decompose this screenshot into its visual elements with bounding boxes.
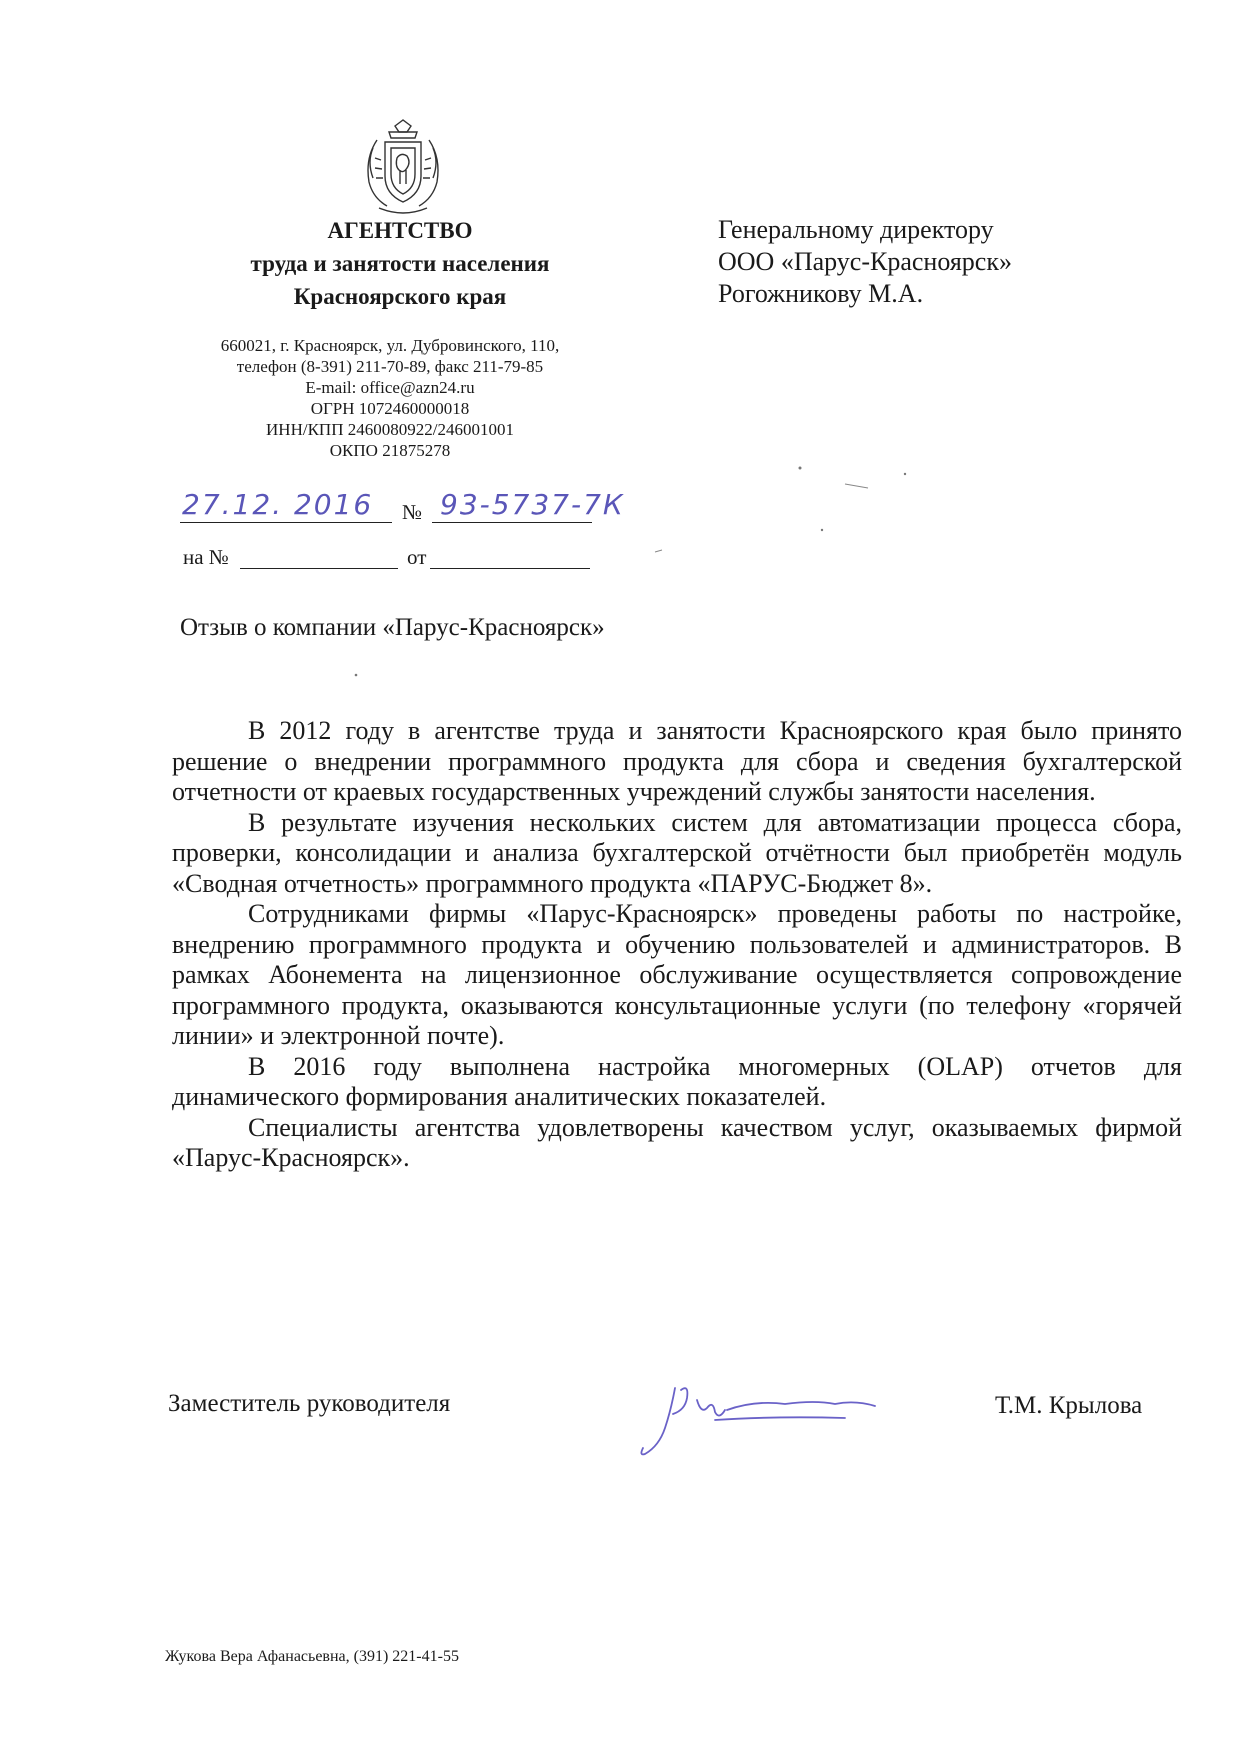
signatory-position: Заместитель руководителя [168,1390,451,1417]
addressee-line-3: Рогожникову М.А. [718,279,924,308]
from-label: от [407,545,427,569]
agency-name-line-1: АГЕНТСТВО [327,218,473,243]
sender-block [150,214,650,313]
from-underline [430,568,590,569]
sender-email: E-mail: office@azn24.ru [305,378,475,397]
sender-contact-details [160,335,620,461]
body-paragraph: Сотрудниками фирмы «Парус-Красноярск» проведены работы по настройке, внедрению программного продукта и обучению пользователей и администраторов. В рамках Абонемента на лицензионное обслуживание осуществляется сопровождение программного продукта, оказываются консультационные услуги (по телефону «горячей линии» и электронной почте). [172,899,1182,1050]
sender-ogrn: ОГРН 1072460000018 [310,399,470,418]
addressee-line-1: Генеральному директору [718,215,994,244]
executor-contact: Жукова Вера Афанасьевна, (391) 221-41-55 [165,1648,459,1665]
reply-to-label: на № [183,545,229,569]
body-paragraph: Специалисты агентства удовлетворены качеством услуг, оказываемых фирмой «Парус-Красноярск». [172,1112,1182,1172]
agency-name-line-3: Красноярского края [293,284,507,309]
sender-okpo: ОКПО 21875278 [329,441,451,460]
body-paragraph: В 2016 году выполнена настройка многомерных (OLAP) отчетов для динамического формирования аналитических показателей. [172,1051,1182,1111]
body-paragraph: В 2012 году в агентстве труда и занятости Красноярского края было принято решение о внедрении программного продукта для сбора и сведения бухгалтерской отчетности от краевых государственных учреждений службы занятости населения. [172,716,1182,806]
signatory-name: Т.М. Крылова [995,1392,1143,1419]
addressee-line-2: ООО «Парус-Красноярск» [718,247,1012,276]
sender-phone-fax: телефон (8-391) 211-70-89, факс 211-79-85 [236,357,544,376]
date-underline [180,522,392,523]
agency-name-line-2: труда и занятости населения [250,251,550,276]
outgoing-date: 27.12. 2016 [182,488,374,521]
sender-inn-kpp: ИНН/КПП 2460080922/246001001 [266,420,514,439]
number-underline [432,522,592,523]
sender-address: 660021, г. Красноярск, ул. Дубровинского, 110, [220,336,560,355]
krasnoyarsk-coat-of-arms-icon [355,118,451,218]
number-sign-label: № [402,500,423,524]
handwritten-signature-icon [615,1370,915,1470]
body-paragraph: В результате изучения нескольких систем для автоматизации процесса сбора, проверки, консолидации и анализа бухгалтерской отчётности был приобретён модуль «Сводная отчетность» программного продукта «ПАРУС-Бюджет 8». [172,807,1182,898]
reply-to-underline [240,568,398,569]
outgoing-number: 93-5737-7К [440,488,625,521]
addressee-block [718,214,1158,310]
letter-subject: Отзыв о компании «Парус-Красноярск» [180,614,605,641]
letter-body [172,716,1182,1174]
